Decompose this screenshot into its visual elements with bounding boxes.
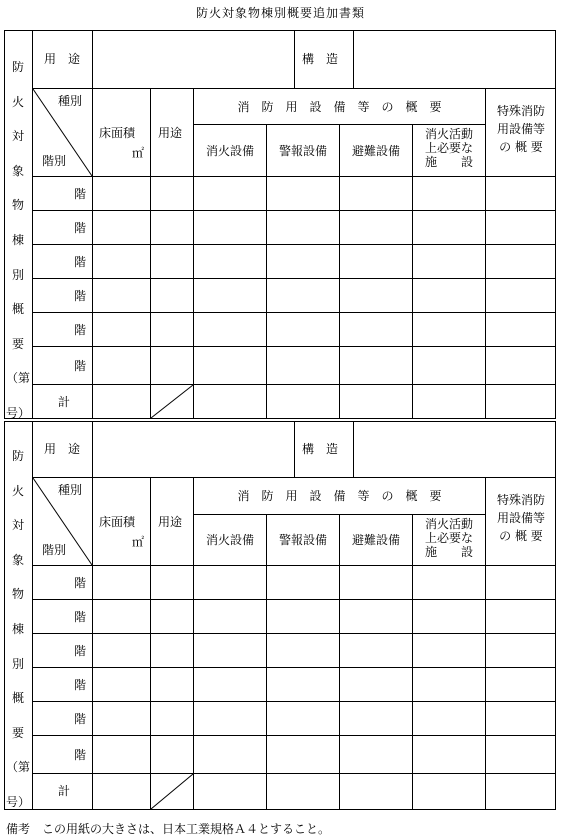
total-label: 計 [58, 784, 71, 798]
table-grid [4, 421, 556, 811]
document-title: 防火対象物棟別概要追加書類 [195, 6, 365, 20]
structure-label: 構 造 [302, 442, 339, 456]
side-label: 防 火 対 象 物 棟 別 概 要 （第 号） [5, 449, 30, 809]
kind-label: 種別 [58, 94, 83, 108]
floor-row-label: 階 [74, 255, 87, 269]
floor-row-label: 階 [74, 712, 87, 726]
fire-extinguishing-equipment-label: 消火設備 [205, 144, 254, 158]
use-column-label: 用途 [158, 515, 183, 529]
kind-label: 種別 [58, 483, 83, 497]
special-equipment-label: 特殊消防 用設備等 の 概 要 [496, 493, 545, 543]
floor-area-unit: ㎡ [132, 535, 145, 549]
use-label: 用 途 [44, 52, 81, 66]
alarm-equipment-label: 警報設備 [278, 144, 327, 158]
side-label: 防 火 対 象 物 棟 別 概 要 （第 号） [5, 60, 30, 420]
firefighting-facilities-label: 消火活動 上必要な 施 設 [424, 127, 473, 169]
floor-row-label: 階 [74, 610, 87, 624]
remarks-note: 備考 この用紙の大きさは、日本工業規格Ａ４とすること。 [6, 822, 331, 836]
special-equipment-label: 特殊消防 用設備等 の 概 要 [496, 104, 545, 154]
floor-row-label: 階 [74, 289, 87, 303]
floor-row-label: 階 [74, 678, 87, 692]
floor-row-label: 階 [74, 748, 87, 762]
floor-row-label: 階 [74, 576, 87, 590]
equipment-group-label: 消 防 用 設 備 等 の 概 要 [237, 100, 442, 114]
floor-header-label: 階別 [42, 543, 67, 557]
evacuation-equipment-label: 避難設備 [351, 533, 400, 547]
floor-area-unit: ㎡ [132, 146, 145, 160]
use-column-label: 用途 [158, 126, 183, 140]
floor-area-label: 床面積 [99, 126, 136, 140]
floor-row-label: 階 [74, 323, 87, 337]
floor-header-label: 階別 [42, 154, 67, 168]
floor-row-label: 階 [74, 187, 87, 201]
alarm-equipment-label: 警報設備 [278, 533, 327, 547]
total-label: 計 [58, 395, 71, 409]
building-summary-table-2 [4, 421, 556, 811]
firefighting-facilities-label: 消火活動 上必要な 施 設 [424, 517, 473, 559]
building-summary-table-1 [4, 30, 556, 420]
table-grid [4, 30, 556, 420]
floor-area-label: 床面積 [99, 515, 136, 529]
floor-row-label: 階 [74, 221, 87, 235]
fire-extinguishing-equipment-label: 消火設備 [205, 533, 254, 547]
equipment-group-label: 消 防 用 設 備 等 の 概 要 [237, 489, 442, 503]
structure-label: 構 造 [302, 52, 339, 66]
floor-row-label: 階 [74, 644, 87, 658]
evacuation-equipment-label: 避難設備 [351, 144, 400, 158]
use-label: 用 途 [44, 442, 81, 456]
floor-row-label: 階 [74, 359, 87, 373]
